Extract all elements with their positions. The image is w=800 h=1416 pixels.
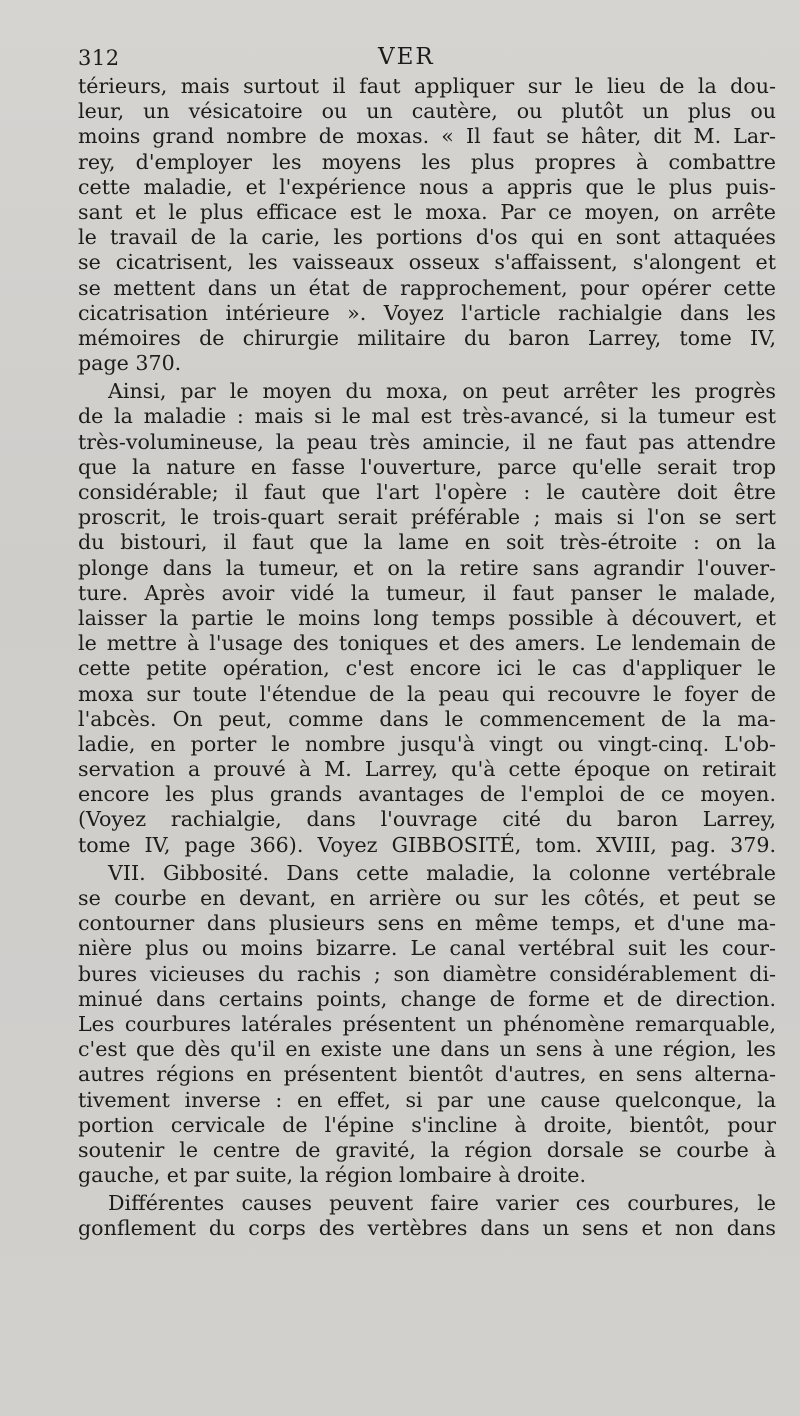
paragraph-2 xyxy=(78,379,776,858)
text-line: se mettent dans un état de rapprochement, pour opérer cette xyxy=(78,275,776,300)
text-line: tivement inverse : en effet, si par une cause quelconque, la xyxy=(78,1087,776,1112)
text-line: page 370. xyxy=(78,351,182,376)
text-line: très-volumineuse, la peau très amincie, il ne faut pas attendre xyxy=(78,429,776,454)
text-line: autres régions en présentent bientôt d'autres, en sens alterna- xyxy=(78,1062,776,1087)
text-line: de la maladie : mais si le mal est très-avancé, si la tumeur est xyxy=(78,404,776,429)
text-line: se cicatrisent, les vaisseaux osseux s'affaissent, s'alongent et xyxy=(78,250,776,275)
text-line: se courbe en devant, en arrière ou sur les côtés, et peut se xyxy=(78,886,776,910)
text-line: proscrit, le trois-quart serait préférable ; mais si l'on se sert xyxy=(78,505,776,530)
text-line: cette maladie, et l'expérience nous a appris que le plus puis- xyxy=(78,174,776,199)
text-line: moins grand nombre de moxas. « Il faut se hâter, dit M. Lar- xyxy=(78,124,776,149)
text-line: ladie, en porter le nombre jusqu'à vingt ou vingt-cinq. L'ob- xyxy=(78,731,776,756)
text-line: mémoires de chirurgie militaire du baron Larrey, tome IV, xyxy=(78,325,776,350)
text-line: bures vicieuses du rachis ; son diamètre considérablement di- xyxy=(78,961,776,986)
page-header xyxy=(78,40,778,76)
text-line: plonge dans la tumeur, et on la retire sans agrandir l'ouver- xyxy=(78,555,776,580)
text-line: Ainsi, par le moyen du moxa, on peut arrêter les progrès xyxy=(108,379,776,404)
text-line: leur, un vésicatoire ou un cautère, ou plutôt un plus ou xyxy=(78,99,776,124)
text-line: soutenir le centre de gravité, la région dorsale se courbe à xyxy=(78,1137,776,1162)
text-line: nière plus ou moins bizarre. Le canal vertébral suit les cour- xyxy=(78,936,776,961)
text-line: (Voyez rachialgie, dans l'ouvrage cité du baron Larrey, xyxy=(78,807,776,832)
text-line: tome IV, page 366). Voyez GIBBOSITÉ, tom. XVIII, pag. 379. xyxy=(78,832,776,857)
text-line: Différentes causes peuvent faire varier ces courbures, le xyxy=(108,1191,776,1216)
text-line: gauche, et par suite, la région lombaire à droite. xyxy=(78,1163,587,1188)
paragraph-4 xyxy=(78,1191,776,1241)
paragraph-1 xyxy=(78,74,776,376)
text-line: du bistouri, il faut que la lame en soit très-étroite : on la xyxy=(78,530,776,555)
text-line: portion cervicale de l'épine s'incline à droite, bientôt, pour xyxy=(78,1112,776,1137)
text-line: minué dans certains points, change de forme et de direction. xyxy=(78,986,776,1011)
text-line: moxa sur toute l'étendue de la peau qui recouvre le foyer de xyxy=(78,681,776,706)
text-line: rey, d'employer les moyens les plus propres à combattre xyxy=(78,149,776,174)
text-line: laisser la partie le moins long temps possible à découvert, et xyxy=(78,605,776,630)
text-line: ture. Après avoir vidé la tumeur, il faut panser le malade, xyxy=(78,580,776,605)
text-line: Les courbures latérales présentent un phénomène remarquable, xyxy=(78,1011,776,1036)
running-head: VER xyxy=(378,44,435,70)
text-line: gonflement du corps des vertèbres dans un sens et non dans xyxy=(78,1216,776,1241)
text-line: l'abcès. On peut, comme dans le commencement de la ma- xyxy=(78,706,776,731)
text-line: le travail de la carie, les portions d'os qui en sont attaquées xyxy=(78,225,776,250)
text-line: considérable; il faut que l'art l'opère : le cautère doit être xyxy=(78,480,776,504)
text-line: VII. Gibbosité. Dans cette maladie, la colonne vertébrale xyxy=(108,860,776,885)
text-line: sant et le plus efficace est le moxa. Par ce moyen, on arrête xyxy=(78,199,776,224)
text-line: que la nature en fasse l'ouverture, parce qu'elle serait trop xyxy=(78,454,776,479)
page-number: 312 xyxy=(78,46,120,70)
text-line: servation a prouvé à M. Larrey, qu'à cette époque on retirait xyxy=(78,757,776,782)
text-line: encore les plus grands avantages de l'emploi de ce moyen. xyxy=(78,782,776,807)
text-line: térieurs, mais surtout il faut appliquer sur le lieu de la dou- xyxy=(78,74,776,98)
text-line: cicatrisation intérieure ». Voyez l'article rachialgie dans les xyxy=(78,300,776,325)
paragraph-3 xyxy=(78,861,776,1188)
page-body xyxy=(78,74,776,1242)
text-line: c'est que dès qu'il en existe une dans un sens à une région, les xyxy=(78,1037,776,1062)
text-line: le mettre à l'usage des toniques et des amers. Le lendemain de xyxy=(78,631,776,656)
text-line: cette petite opération, c'est encore ici le cas d'appliquer le xyxy=(78,656,776,681)
text-line: contourner dans plusieurs sens en même temps, et d'une ma- xyxy=(78,911,776,936)
